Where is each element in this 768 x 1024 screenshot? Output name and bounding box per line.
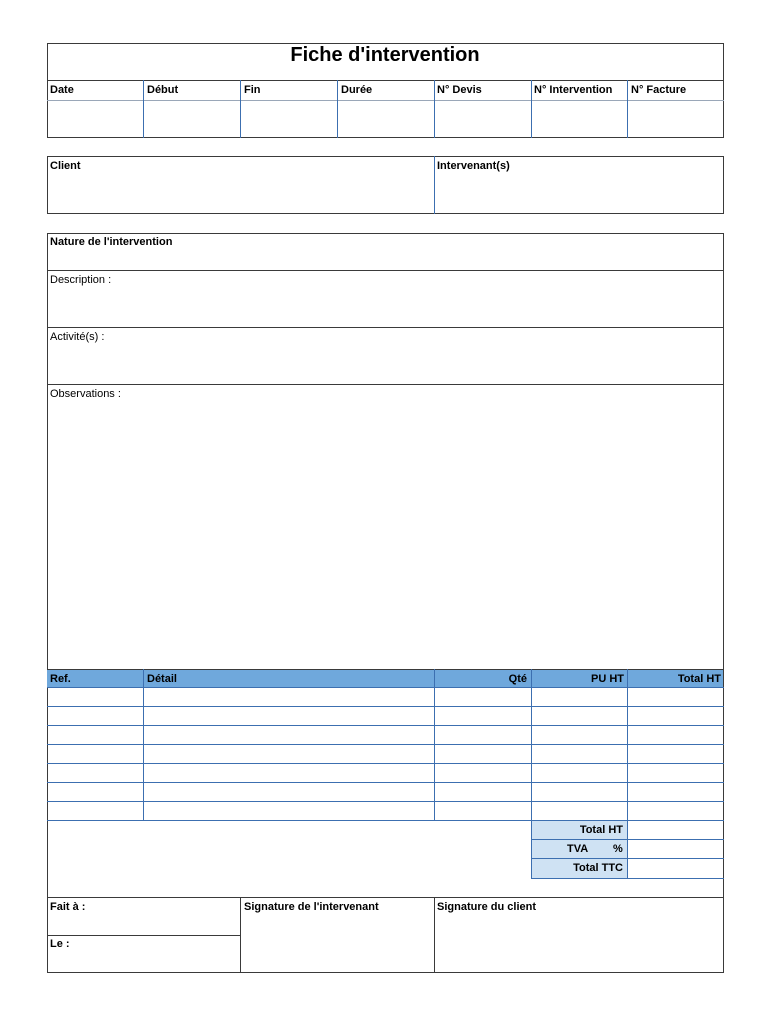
total-ht-label: Total HT xyxy=(579,824,623,836)
table-row[interactable] xyxy=(48,726,723,744)
debut-label: Début xyxy=(147,84,179,96)
description-field[interactable] xyxy=(48,288,723,326)
page-title: Fiche d'intervention xyxy=(290,44,480,66)
col-pu-ht-label: PU HT xyxy=(591,673,624,685)
total-ttc-label: Total TTC xyxy=(573,862,623,874)
activites-divider xyxy=(47,384,724,385)
le-label: Le : xyxy=(50,938,70,950)
observations-field[interactable] xyxy=(48,402,723,667)
totals-line xyxy=(531,878,724,879)
col-total-ht-label: Total HT xyxy=(677,673,721,685)
signature-client-label: Signature du client xyxy=(437,901,537,913)
tva-label: TVA xyxy=(567,843,589,855)
facture-number-field[interactable] xyxy=(628,101,723,137)
devis-number-field[interactable] xyxy=(435,101,531,137)
table-row[interactable] xyxy=(48,783,723,801)
header-divider xyxy=(47,80,724,81)
nature-label: Nature de l'intervention xyxy=(50,236,173,248)
debut-field[interactable] xyxy=(144,101,240,137)
date-label: Date xyxy=(50,84,74,96)
table-row[interactable] xyxy=(48,764,723,782)
intervenants-label: Intervenant(s) xyxy=(437,160,510,172)
fait-a-label: Fait à : xyxy=(50,901,86,913)
date-field[interactable] xyxy=(48,101,143,137)
intervention-number-label: N° Intervention xyxy=(534,84,613,96)
description-divider xyxy=(47,327,724,328)
intervenants-field[interactable] xyxy=(435,175,723,213)
table-top-line xyxy=(47,669,724,670)
total-ht-field[interactable] xyxy=(628,821,723,839)
tva-percent-label: % xyxy=(613,843,623,855)
intervention-number-field[interactable] xyxy=(532,101,627,137)
client-label: Client xyxy=(50,160,81,172)
table-row[interactable] xyxy=(48,745,723,763)
observations-label: Observations : xyxy=(50,388,121,400)
tva-field[interactable] xyxy=(628,840,723,858)
table-row[interactable] xyxy=(48,688,723,706)
duree-label: Durée xyxy=(341,84,373,96)
description-label: Description : xyxy=(50,274,112,286)
col-ref-label: Ref. xyxy=(50,673,71,685)
fait-a-field[interactable] xyxy=(100,898,239,934)
table-row[interactable] xyxy=(48,802,723,820)
nature-divider xyxy=(47,270,724,271)
signature-client-field[interactable] xyxy=(435,915,723,972)
total-ttc-field[interactable] xyxy=(628,859,723,878)
activites-field[interactable] xyxy=(48,345,723,383)
col-detail-label: Détail xyxy=(147,673,177,685)
le-field[interactable] xyxy=(80,936,239,972)
fin-field[interactable] xyxy=(241,101,337,137)
devis-number-label: N° Devis xyxy=(437,84,482,96)
facture-number-label: N° Facture xyxy=(631,84,687,96)
duree-field[interactable] xyxy=(338,101,434,137)
activites-label: Activité(s) : xyxy=(50,331,105,343)
signature-intervenant-label: Signature de l'intervenant xyxy=(244,901,379,913)
col-qte-label: Qté xyxy=(508,673,527,685)
table-row[interactable] xyxy=(48,707,723,725)
fin-label: Fin xyxy=(244,84,261,96)
signature-intervenant-field[interactable] xyxy=(241,915,433,972)
client-field[interactable] xyxy=(48,175,433,213)
